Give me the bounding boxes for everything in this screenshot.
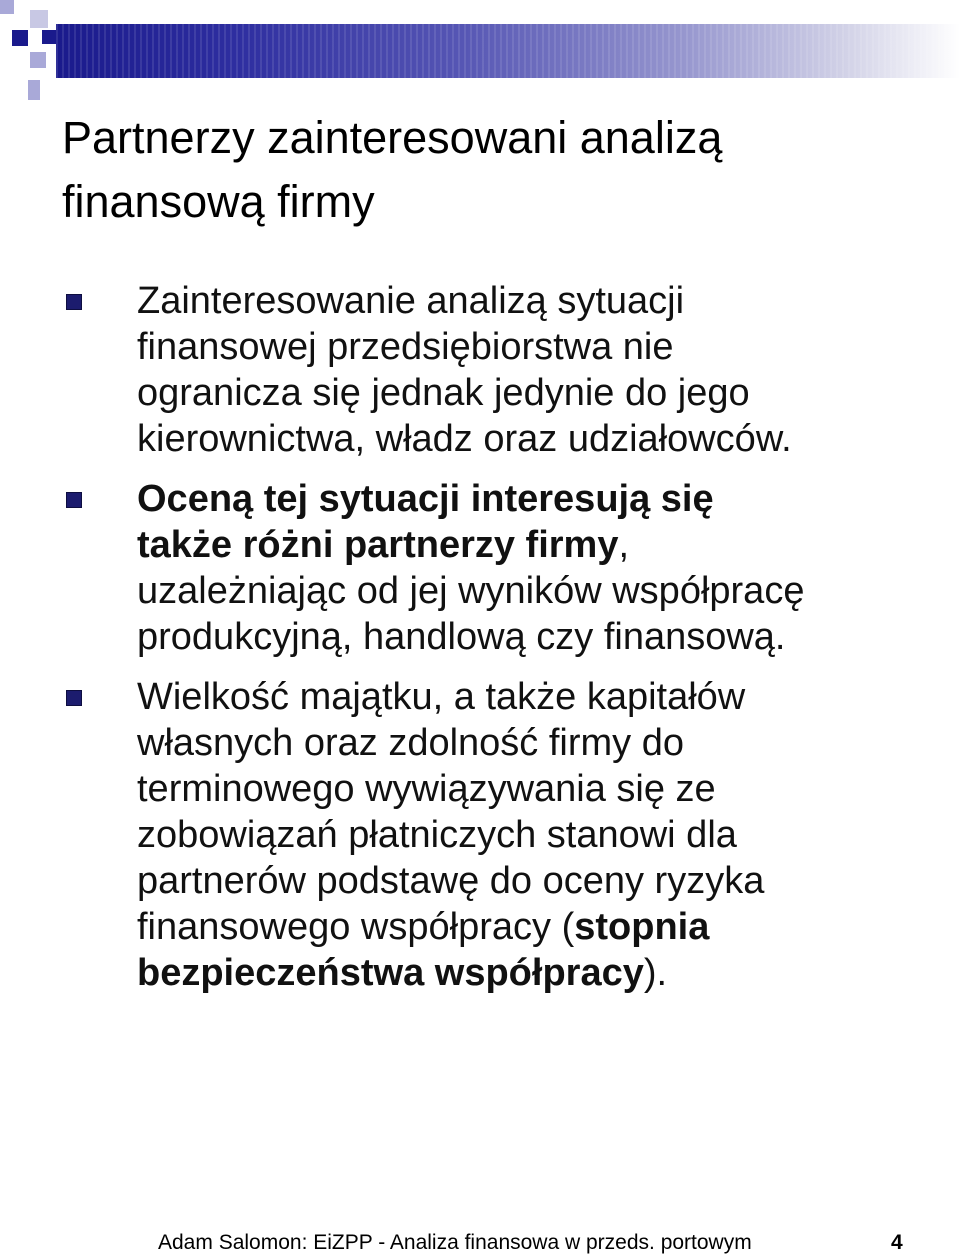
text-run: finansowej przedsiębiorstwa nie bbox=[137, 326, 674, 368]
bullet-item-2 bbox=[0, 476, 960, 660]
header-square-4 bbox=[42, 30, 56, 44]
square-bullet-icon bbox=[66, 492, 82, 508]
bullet-text bbox=[137, 674, 937, 996]
header-square-5 bbox=[30, 52, 46, 68]
bullet-item-3 bbox=[0, 674, 960, 996]
title-line-1: Partnerzy zainteresowani analizą bbox=[62, 112, 723, 163]
page-number: 4 bbox=[891, 1231, 903, 1254]
footer-text: Adam Salomon: EiZPP - Analiza finansowa w przeds. portowym bbox=[158, 1231, 752, 1254]
text-run: produkcyjną, handlową czy finansową. bbox=[137, 616, 786, 658]
text-run: kierownictwa, władz oraz udziałowców. bbox=[137, 418, 792, 460]
text-run: uzależniając od jej wyników współpracę bbox=[137, 570, 805, 612]
text-run: ). bbox=[643, 952, 668, 994]
header-gradient-bar bbox=[56, 24, 960, 78]
bullet-list bbox=[0, 278, 960, 1010]
square-bullet-icon bbox=[66, 690, 82, 706]
text-run: Wielkość majątku, a także kapitałów bbox=[137, 676, 746, 718]
header-square-1 bbox=[0, 0, 14, 14]
header-square-6 bbox=[28, 80, 40, 100]
title-line-2: finansową firmy bbox=[62, 176, 375, 227]
text-run: terminowego wywiązywania się ze bbox=[137, 768, 716, 810]
text-run-bold: Oceną tej sytuacji interesują się bbox=[137, 478, 714, 520]
text-run-bold: stopnia bbox=[574, 906, 710, 948]
text-run: Zainteresowanie analizą sytuacji bbox=[137, 280, 685, 322]
header-square-3 bbox=[30, 10, 48, 28]
text-run: własnych oraz zdolność firmy do bbox=[137, 722, 684, 764]
header-square-2 bbox=[12, 30, 28, 46]
text-run: , bbox=[618, 524, 630, 566]
text-run: partnerów podstawę do oceny ryzyka bbox=[137, 860, 765, 902]
text-run-bold: bezpieczeństwa współpracy bbox=[137, 952, 644, 994]
slide-footer bbox=[158, 1230, 918, 1256]
bullet-text bbox=[137, 476, 937, 660]
text-run-bold: także różni partnerzy firmy bbox=[137, 524, 619, 566]
square-bullet-icon bbox=[66, 294, 82, 310]
text-run: finansowego współpracy ( bbox=[137, 906, 575, 948]
bullet-item-1 bbox=[0, 278, 960, 462]
slide-title bbox=[62, 106, 922, 234]
text-run: zobowiązań płatniczych stanowi dla bbox=[137, 814, 737, 856]
bullet-text bbox=[137, 278, 937, 462]
text-run: ogranicza się jednak jedynie do jego bbox=[137, 372, 750, 414]
